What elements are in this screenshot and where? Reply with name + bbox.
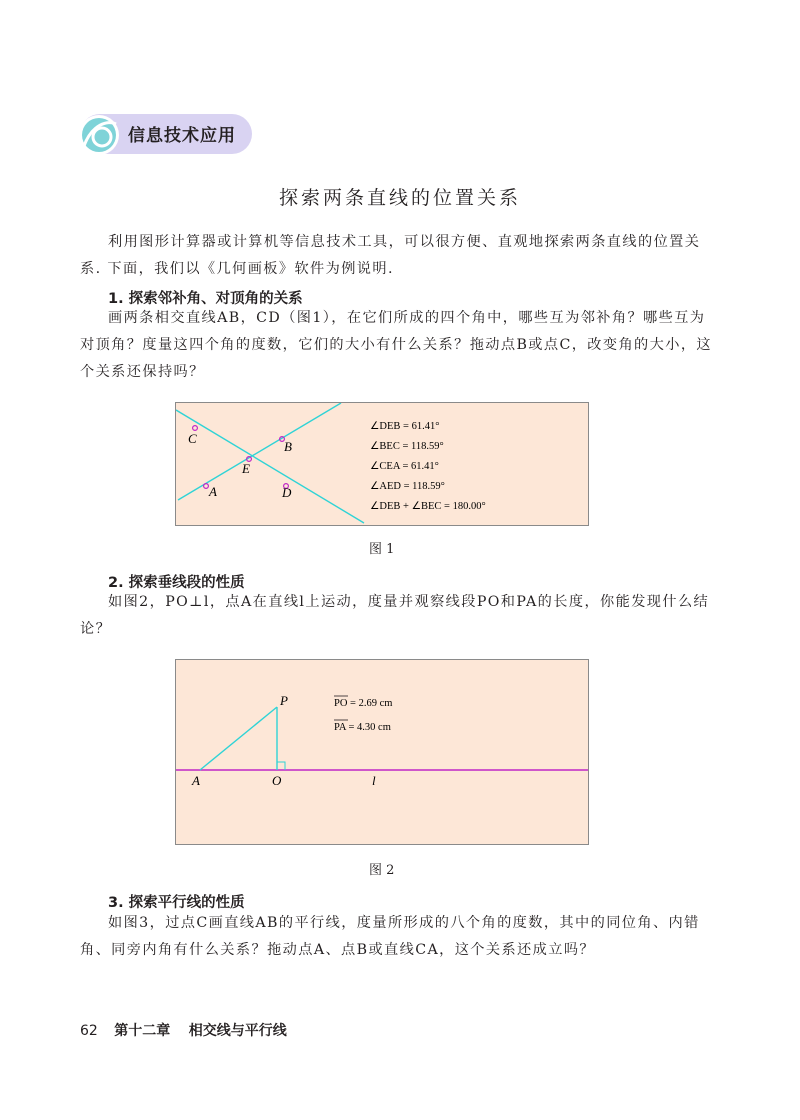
label-e: E: [242, 461, 250, 476]
figure-2-drawing: [176, 660, 588, 844]
measure-3: ∠CEA = 61.41°: [370, 461, 439, 472]
label-c: C: [188, 431, 197, 446]
figure-1: [175, 402, 589, 526]
intro-paragraph: 利用图形计算器或计算机等信息技术工具，可以很方便、直观地探索两条直线的位置关系. 下面，我们以《几何画板》软件为例说明.: [80, 234, 701, 277]
measure-1: ∠DEB = 61.41°: [370, 421, 440, 432]
figure-1-caption: 图 1: [369, 542, 395, 557]
label-p: P: [280, 693, 288, 708]
figure-2-caption: 图 2: [369, 863, 395, 878]
figure-1-drawing: [176, 403, 588, 525]
point-a-dot: [204, 484, 209, 489]
section3-heading: 3. 探索平行线的性质: [108, 895, 245, 911]
label-o: O: [272, 773, 282, 788]
line-cd: [176, 410, 364, 523]
label-b: B: [284, 439, 292, 454]
measure-pa: PA = 4.30 cm: [334, 722, 391, 733]
section1-heading: 1. 探索邻补角、对顶角的关系: [108, 291, 303, 307]
chapter-label: 第十二章: [114, 1023, 171, 1039]
line-ab: [178, 403, 341, 500]
label-l: l: [372, 773, 376, 788]
point-c-dot: [193, 426, 198, 431]
page-footer: [80, 1020, 287, 1040]
measure-4: ∠AED = 118.59°: [370, 481, 445, 492]
section2-text: 如图2，PO⊥l，点A在直线l上运动，度量并观察线段PO和PA的长度，你能发现什么结论？: [80, 594, 710, 637]
page-number: 62: [80, 1023, 98, 1039]
figure-2: [175, 659, 589, 845]
banner-label: 信息技术应用: [128, 126, 236, 146]
measure-po: PO = 2.69 cm: [334, 698, 393, 709]
label-d: D: [282, 485, 292, 500]
section1-text: 画两条相交直线AB，CD（图1），在它们所成的四个角中，哪些互为邻补角？哪些互为对顶角？度量这四个角的度数，它们的大小有什么关系？拖动点B或点C，改变角的大小，这个关系还保持吗？: [80, 310, 712, 380]
section2-heading: 2. 探索垂线段的性质: [108, 575, 245, 591]
measure-5: ∠DEB + ∠BEC = 180.00°: [370, 501, 486, 512]
label-a: A: [209, 484, 217, 499]
chapter-topic: 相交线与平行线: [188, 1023, 287, 1039]
label-a2: A: [192, 773, 200, 788]
measure-2: ∠BEC = 118.59°: [370, 441, 444, 452]
segment-pa: [200, 707, 277, 770]
section3-text: 如图3，过点C画直线AB的平行线，度量所形成的八个角的度数，其中的同位角、内错角、同旁内角有什么关系？拖动点A、点B或直线CA，这个关系还成立吗？: [80, 915, 700, 958]
right-angle-mark: [277, 762, 285, 770]
info-tech-icon: [78, 114, 120, 156]
page-title: 探索两条直线的位置关系: [278, 187, 521, 209]
